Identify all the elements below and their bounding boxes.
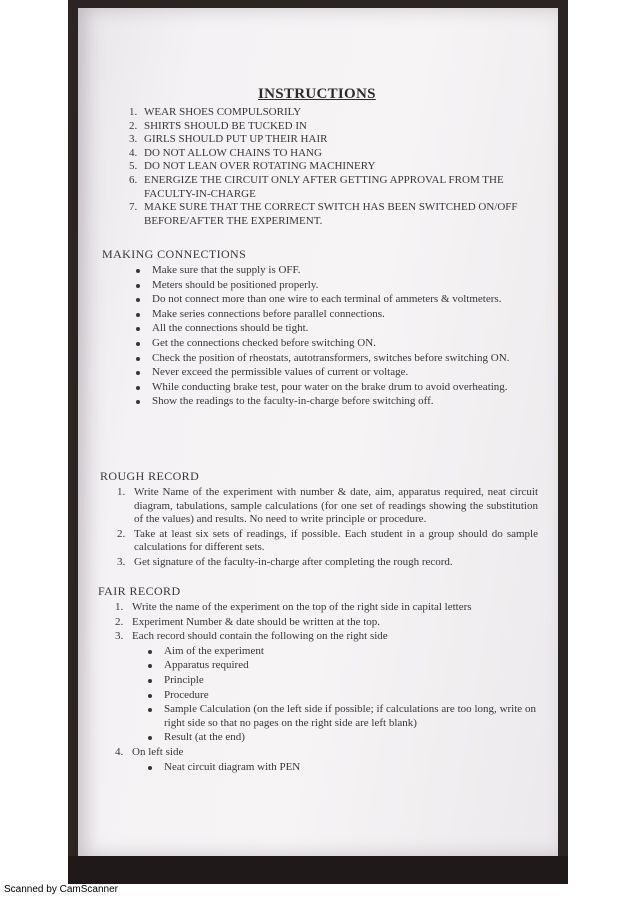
connection-item	[136, 337, 536, 351]
connection-item	[136, 264, 536, 278]
connection-item	[136, 279, 536, 293]
connection-item-text: Get the connections checked before switching ON.	[152, 336, 376, 349]
bullet-icon	[148, 679, 152, 683]
making-connections-heading: MAKING CONNECTIONS	[102, 247, 247, 261]
connection-item-text: Show the readings to the faculty-in-charge before switching off.	[152, 395, 434, 408]
fair-record-item: 1. Write the name of the experiment on the top of the right side in capital letters	[126, 601, 536, 615]
bullet-icon	[148, 650, 152, 654]
right-side-item-text: Apparatus required	[164, 659, 249, 672]
bullet-icon	[148, 766, 152, 770]
right-side-item	[148, 689, 536, 703]
fair-record-list	[106, 601, 536, 775]
bullet-icon	[148, 664, 152, 668]
connection-item	[136, 366, 536, 380]
connection-item-text: Do not connect more than one wire to each terminal of ammeters & voltmeters.	[152, 293, 502, 306]
rule-item: 7. MAKE SURE THAT THE CORRECT SWITCH HAS BEEN SWITCHED ON/OFF BEFORE/AFTER THE EXPERIMENT.	[140, 201, 548, 228]
rule-item: 4. DO NOT ALLOW CHAINS TO HANG	[140, 147, 548, 161]
connection-item	[136, 395, 536, 409]
scanned-photo	[68, 0, 568, 884]
scanner-watermark: Scanned by CamScanner	[4, 884, 118, 895]
connection-item-text: Meters should be positioned properly.	[152, 278, 319, 291]
bullet-icon	[136, 371, 140, 375]
photo-bottom-edge	[68, 856, 568, 884]
rough-record-item: 1. Write Name of the experiment with number & date, aim, apparatus required, neat circuit diagram, tabulations, sample calculations (for one set of readings showing the substitution of the values) and results. No need to write principle or procedure.	[128, 486, 538, 527]
connection-item-text: While conducting brake test, pour water on the brake drum to avoid overheating.	[152, 380, 508, 393]
right-side-item	[148, 659, 536, 673]
document-page	[78, 8, 558, 856]
bullet-icon	[148, 736, 152, 740]
rule-item: 6. ENERGIZE THE CIRCUIT ONLY AFTER GETTING APPROVAL FROM THE FACULTY-IN-CHARGE	[140, 174, 548, 201]
connection-item-text: Make sure that the supply is OFF.	[152, 264, 301, 276]
bullet-icon	[148, 694, 152, 698]
connection-item	[136, 352, 536, 366]
connection-item	[136, 293, 536, 307]
bullet-icon	[136, 386, 140, 390]
right-side-item-text: Principle	[164, 673, 204, 686]
right-side-item-text: Procedure	[164, 688, 209, 701]
rule-item: 5. DO NOT LEAN OVER ROTATING MACHINERY	[140, 160, 548, 174]
rough-record-list	[108, 486, 538, 571]
rule-item: 2. SHIRTS SHOULD BE TUCKED IN	[140, 120, 548, 134]
rough-record-heading: ROUGH RECORD	[100, 469, 200, 483]
right-side-item-text: Sample Calculation (on the left side if possible; if calculations are too long, write on right side so that no pages on the right side are left blank)	[164, 703, 536, 729]
rule-item: 3. GIRLS SHOULD PUT UP THEIR HAIR	[140, 133, 548, 147]
right-side-item-text: Aim of the experiment	[164, 644, 264, 657]
bullet-icon	[136, 342, 140, 346]
fair-record-item-left-side: 4. On left side	[126, 746, 536, 760]
connection-item	[136, 381, 536, 395]
bullet-icon	[136, 269, 140, 273]
right-side-item	[148, 674, 536, 688]
fair-record-item: 2. Experiment Number & date should be written at the top.	[126, 616, 536, 630]
bullet-icon	[136, 284, 140, 288]
right-side-item-text: Result (at the end)	[164, 731, 245, 744]
fair-record-heading: FAIR RECORD	[98, 584, 181, 598]
rough-record-item: 3. Get signature of the faculty-in-charge after completing the rough record.	[128, 556, 538, 570]
right-side-item	[148, 731, 536, 745]
page-title: INSTRUCTIONS	[258, 86, 376, 102]
bullet-icon	[136, 400, 140, 404]
connection-item	[136, 308, 536, 322]
bullet-icon	[148, 708, 152, 712]
rules-list	[118, 106, 548, 228]
fair-record-item: 3. Each record should contain the following on the right side	[126, 630, 536, 644]
bullet-icon	[136, 298, 140, 302]
right-side-item	[148, 645, 536, 659]
rule-item: 1. WEAR SHOES COMPULSORILY	[140, 106, 548, 120]
connection-item-text: All the connections should be tight.	[152, 322, 309, 335]
bullet-icon	[136, 357, 140, 361]
left-side-item-text: Neat circuit diagram with PEN	[164, 760, 301, 773]
bullet-icon	[136, 313, 140, 317]
right-side-item	[148, 703, 536, 730]
left-side-item	[148, 761, 536, 775]
connection-item-text: Check the position of rheostats, autotransformers, switches before switching ON.	[152, 351, 510, 364]
connection-item-text: Make series connections before parallel connections.	[152, 307, 385, 320]
connection-item-text: Never exceed the permissible values of current or voltage.	[152, 366, 409, 379]
connection-item	[136, 322, 536, 336]
making-connections-list	[136, 264, 536, 410]
rough-record-item: 2. Take at least six sets of readings, if possible. Each student in a group should do sample calculations for different sets.	[128, 528, 538, 555]
bullet-icon	[136, 327, 140, 331]
